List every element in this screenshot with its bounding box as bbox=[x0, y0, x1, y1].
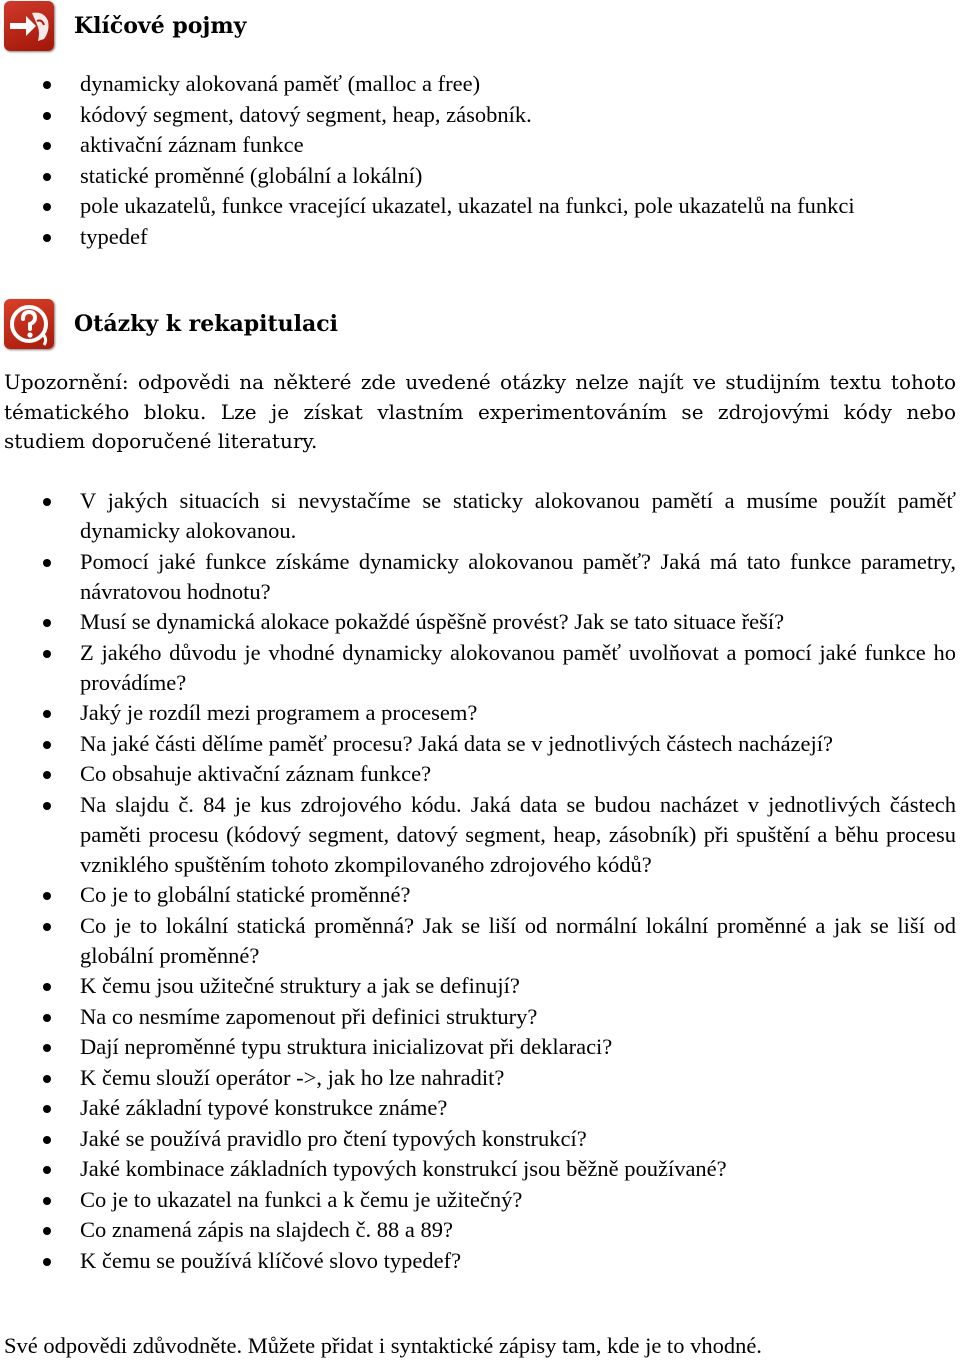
list-item: K čemu jsou užitečné struktury a jak se definují? bbox=[0, 971, 960, 1001]
list-item: Co obsahuje aktivační záznam funkce? bbox=[0, 759, 960, 789]
list-item: Co je to lokální statická proměnná? Jak se liší od normální lokální proměnné a jak se liší od globální proměnné? bbox=[0, 911, 960, 971]
list-item: Jaké základní typové konstrukce známe? bbox=[0, 1093, 960, 1123]
list-item: Pomocí jaké funkce získáme dynamicky alokovanou paměť? Jaká má tato funkce parametry, návratovou hodnotu? bbox=[0, 547, 960, 607]
list-item: Co je to globální statické proměnné? bbox=[0, 880, 960, 910]
key-concepts-list bbox=[0, 69, 960, 253]
list-item: pole ukazatelů, funkce vracející ukazatel, ukazatel na funkci, pole ukazatelů na funkci bbox=[0, 191, 960, 222]
arrow-hand-icon bbox=[4, 1, 54, 51]
review-heading bbox=[4, 298, 338, 350]
list-item: V jakých situacích si nevystačíme se staticky alokovanou pamětí a musíme použít paměť dynamicky alokovanou. bbox=[0, 486, 960, 546]
key-concepts-title: Klíčové pojmy bbox=[74, 13, 247, 39]
closing-note: Své odpovědi zdůvodněte. Můžete přidat i syntaktické zápisy tam, kde je to vhodné. bbox=[4, 1333, 762, 1358]
list-item: K čemu se používá klíčové slovo typedef? bbox=[0, 1246, 960, 1276]
list-item: typedef bbox=[0, 222, 960, 253]
list-item: Na slajdu č. 84 je kus zdrojového kódu. Jaká data se budou nacházet v jednotlivých částech paměti procesu (kódový segment, datový segment, heap, zásobník) při spuštění a běhu procesu vzniklého spuštěním tohoto zkompilovaného zdrojového kódů? bbox=[0, 790, 960, 880]
list-item: kódový segment, datový segment, heap, zásobník. bbox=[0, 100, 960, 131]
review-questions-list bbox=[0, 486, 960, 1276]
question-head-icon bbox=[4, 299, 54, 349]
list-item: Jaký je rozdíl mezi programem a procesem? bbox=[0, 698, 960, 728]
list-item: Co znamená zápis na slajdech č. 88 a 89? bbox=[0, 1215, 960, 1245]
key-concepts-heading bbox=[4, 0, 246, 52]
list-item: Jaké se používá pravidlo pro čtení typových konstrukcí? bbox=[0, 1124, 960, 1154]
list-item: aktivační záznam funkce bbox=[0, 130, 960, 161]
review-warning: Upozornění: odpovědi na některé zde uvedené otázky nelze najít ve studijním textu tohoto tématického bloku. Lze je získat vlastním experimentováním se zdrojovými kódy nebo studiem doporučené literatury. bbox=[4, 370, 956, 453]
list-item: Z jakého důvodu je vhodné dynamicky alokovanou paměť uvolňovat a pomocí jaké funkce ho provádíme? bbox=[0, 638, 960, 698]
list-item: Musí se dynamická alokace pokaždé úspěšně provést? Jak se tato situace řeší? bbox=[0, 607, 960, 637]
list-item: Jaké kombinace základních typových konstrukcí jsou běžně používané? bbox=[0, 1154, 960, 1184]
list-item: Na co nesmíme zapomenout při definici struktury? bbox=[0, 1002, 960, 1032]
list-item: Co je to ukazatel na funkci a k čemu je užitečný? bbox=[0, 1185, 960, 1215]
list-item: Dají neproměnné typu struktura inicializovat při deklaraci? bbox=[0, 1032, 960, 1062]
list-item: Na jaké části dělíme paměť procesu? Jaká data se v jednotlivých částech nacházejí? bbox=[0, 729, 960, 759]
list-item: K čemu slouží operátor ->, jak ho lze nahradit? bbox=[0, 1063, 960, 1093]
list-item: statické proměnné (globální a lokální) bbox=[0, 161, 960, 192]
list-item: dynamicky alokovaná paměť (malloc a free) bbox=[0, 69, 960, 100]
review-title: Otázky k rekapitulaci bbox=[74, 311, 339, 337]
